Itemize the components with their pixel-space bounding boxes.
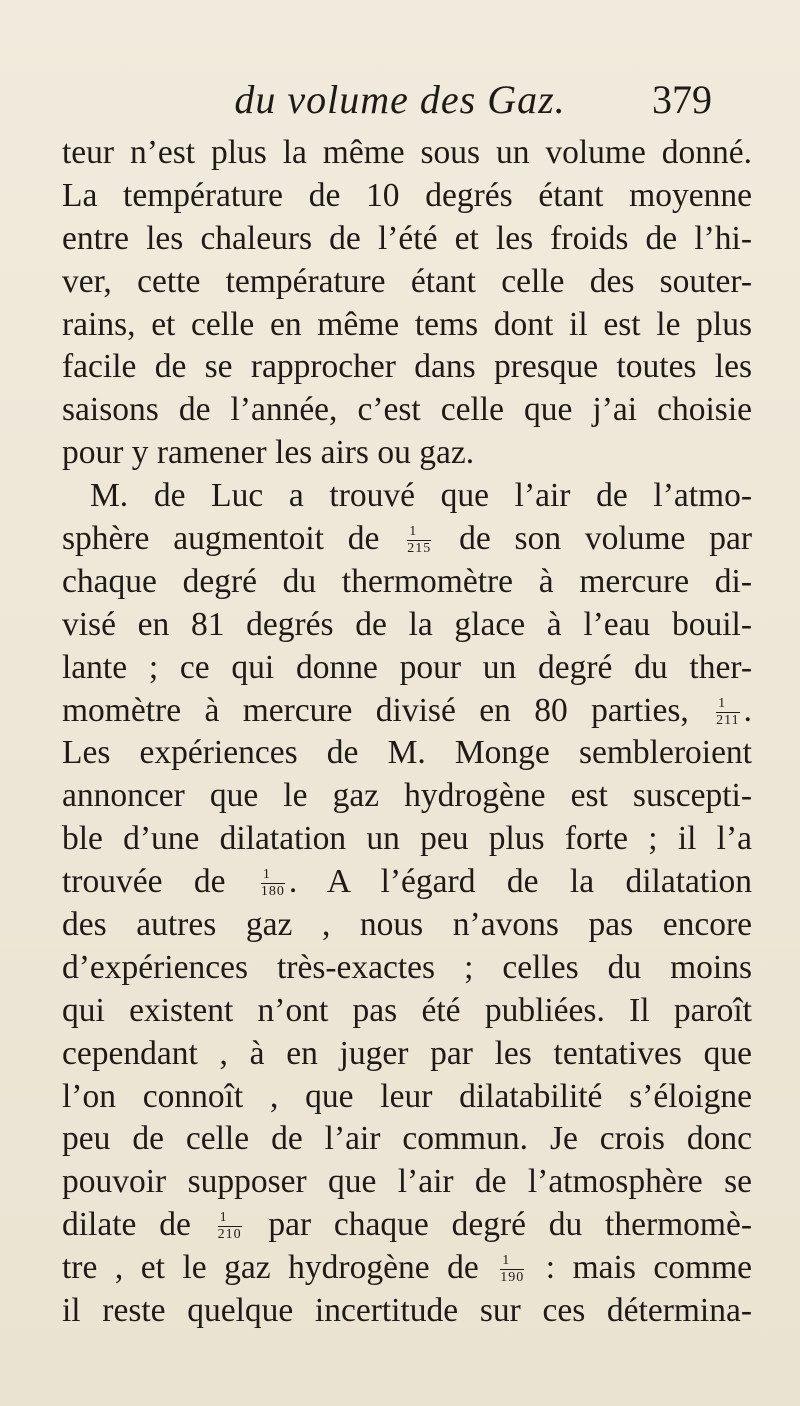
line-text-before: dilate de — [62, 1206, 191, 1244]
line-text-after: par chaque degré du thermomè- — [268, 1206, 752, 1244]
text-line: d’expériences très-exactes ; celles du moins — [62, 948, 752, 986]
fraction-numerator: 1 — [218, 1211, 242, 1227]
text-line-with-fraction — [62, 1204, 752, 1247]
text-line: visé en 81 degrés de la glace à l’eau bouil- — [62, 605, 752, 643]
text-line: lante ; ce qui donne pour un degré du ther- — [62, 648, 752, 686]
text-line: des autres gaz , nous n’avons pas encore — [62, 906, 752, 944]
text-line: chaque degré du thermomètre à mercure di- — [62, 562, 752, 600]
fraction-numerator: 1 — [261, 868, 285, 884]
text-line: teur n’est plus la même sous un volume donné. — [62, 134, 752, 171]
fraction-denominator: 211 — [716, 712, 740, 728]
fraction-denominator: 190 — [500, 1270, 525, 1286]
fraction — [218, 1211, 242, 1242]
text-line: peu de celle de l’air commun. Je crois donc — [62, 1120, 752, 1158]
text-line: saisons de l’année, c’est celle que j’ai choisie — [62, 391, 752, 429]
text-line: il reste quelque incertitude sur ces détermina- — [62, 1292, 752, 1330]
page-number: 379 — [652, 77, 712, 122]
fraction-numerator: 1 — [407, 525, 431, 541]
line-text-before: sphère augmentoit de — [62, 520, 380, 558]
fraction — [407, 525, 431, 556]
line-text-before: momètre à mercure divisé en 80 parties, — [62, 691, 689, 729]
text-line: entre les chaleurs de l’été et les froids de l’hi- — [62, 219, 752, 257]
line-text-after: . A l’égard de la dilatation — [288, 863, 752, 901]
fraction-denominator: 210 — [217, 1227, 242, 1243]
text-line: facile de se rapprocher dans presque toutes les — [62, 348, 752, 386]
text-line: l’on connoît , que leur dilatabilité s’éloigne — [62, 1077, 752, 1115]
text-line: La température de 10 degrés étant moyenne — [62, 176, 752, 214]
page-header — [0, 70, 800, 130]
fraction — [261, 868, 285, 899]
text-line: M. de Luc a trouvé que l’air de l’atmo- — [90, 477, 752, 515]
text-line-with-fraction — [62, 690, 752, 733]
line-text-after: : mais comme — [545, 1249, 753, 1287]
text-line: annoncer que le gaz hydrogène est suscepti- — [62, 777, 752, 815]
line-text-before: trouvée de — [62, 863, 226, 901]
line-text-before: tre , et le gaz hydrogène de — [62, 1249, 479, 1287]
text-line: pour y ramener les airs ou gaz. — [62, 434, 475, 472]
text-line-with-fraction — [62, 1247, 752, 1290]
text-line: ver, cette température étant celle des souter- — [62, 262, 752, 300]
text-line: cependant , à en juger par les tentatives que — [62, 1034, 752, 1072]
text-line: Les expériences de M. Monge sembleroient — [62, 734, 752, 772]
fraction-numerator: 1 — [500, 1254, 524, 1270]
fraction — [716, 697, 739, 728]
fraction-denominator: 180 — [260, 884, 285, 900]
text-line: ble d’une dilatation un peu plus forte ; il l’a — [62, 820, 752, 858]
text-line: rains, et celle en même tems dont il est le plus — [62, 305, 752, 343]
text-line-with-fraction — [62, 861, 752, 904]
fraction-denominator: 215 — [407, 541, 432, 557]
text-line: pouvoir supposer que l’air de l’atmosphère se — [62, 1163, 752, 1201]
text-line: qui existent n’ont pas été publiées. Il paroît — [62, 991, 752, 1029]
body-text — [62, 132, 752, 1333]
fraction — [500, 1254, 524, 1285]
fraction-numerator: 1 — [716, 697, 739, 713]
text-line-with-fraction — [62, 518, 752, 561]
line-text-after: de son volume par — [459, 520, 752, 558]
line-text-after: . — [743, 691, 752, 729]
running-title: du volume des Gaz. — [234, 77, 566, 122]
